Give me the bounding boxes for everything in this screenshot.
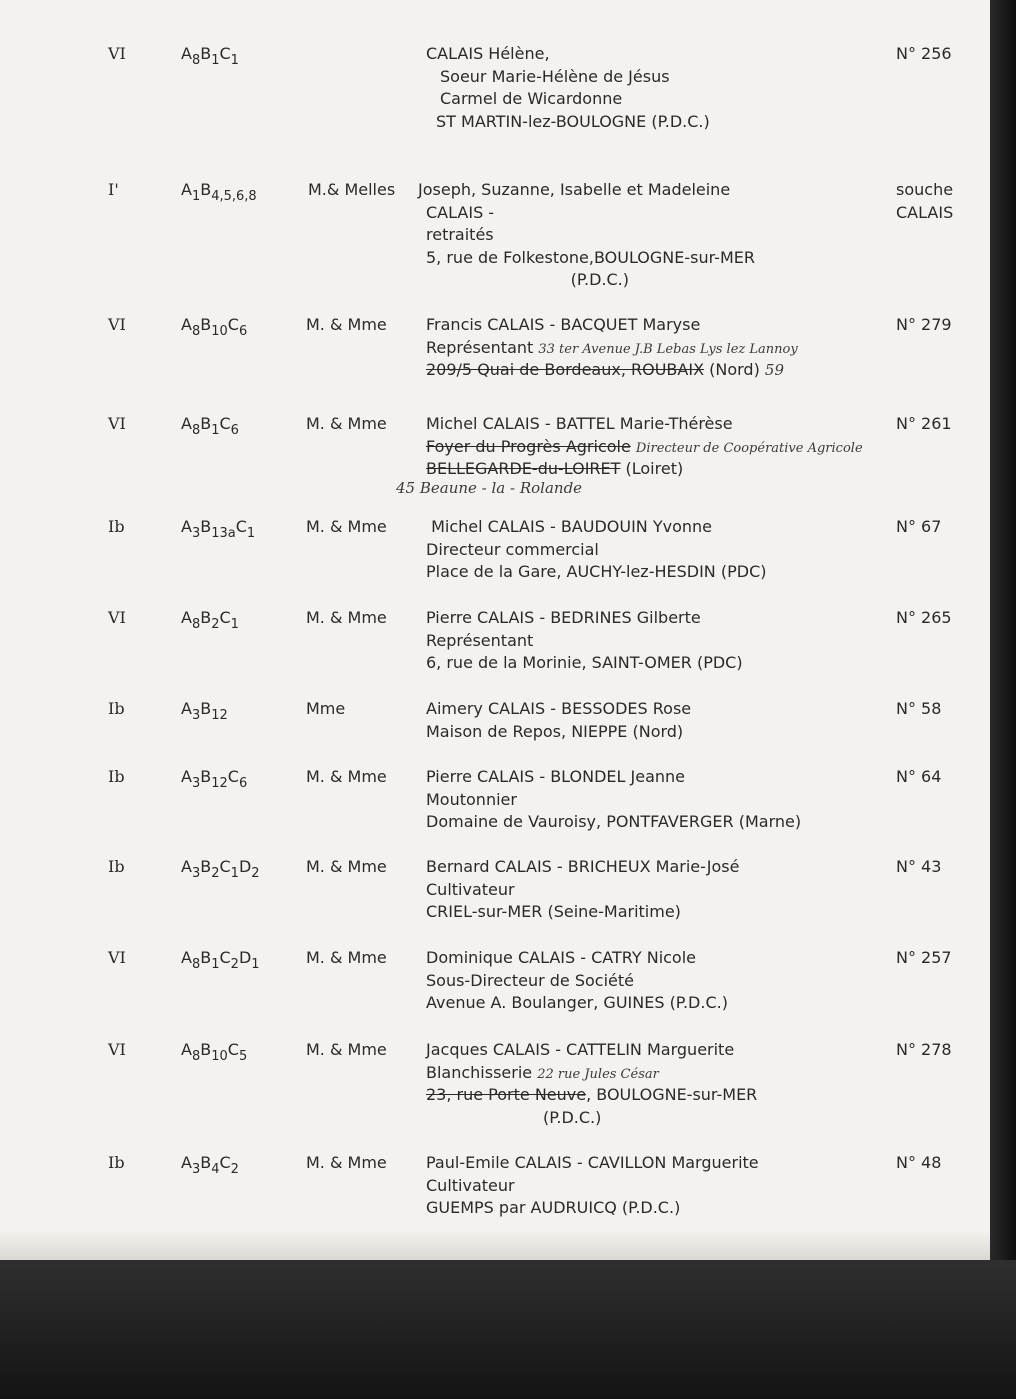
entry-number: N° 48 (896, 1153, 942, 1172)
entry-number: N° 43 (896, 857, 942, 876)
genealogy-code: $A_3B_2C_1D_2$ (181, 857, 260, 881)
group-label: VI (108, 315, 126, 334)
genealogy-code: $A_8B_1C_6$ (181, 414, 239, 438)
entry-number: N° 58 (896, 699, 942, 718)
entry-details: Bernard CALAIS - BRICHEUX Marie-José Cultivateur CRIEL-sur-MER (Seine-Maritime) (426, 857, 740, 921)
genealogy-code: $A_3B_4C_2$ (181, 1153, 239, 1177)
group-label: VI (108, 1040, 126, 1059)
handwritten-correction: 22 rue Jules César (537, 1066, 659, 1082)
entry-number: N° 261 (896, 414, 952, 433)
group-label: Ib (108, 699, 125, 718)
entry-number: N° 265 (896, 608, 952, 627)
civility: M. & Mme (306, 608, 387, 627)
entry-details: Pierre CALAIS - BEDRINES Gilberte Représentant 6, rue de la Morinie, SAINT-OMER (PDC) (426, 608, 743, 672)
entry-details: Dominique CALAIS - CATRY Nicole Sous-Directeur de Société Avenue A. Boulanger, GUINES (P.D.C.) (426, 948, 728, 1012)
group-label: Ib (108, 857, 125, 876)
civility: M. & Mme (306, 414, 387, 433)
civility: M. & Mme (306, 517, 387, 536)
group-label: I' (108, 180, 119, 199)
genealogy-code: $A_1B_{4,5,6,8}$ (181, 180, 257, 204)
entry-details: Joseph, Suzanne, Isabelle et Madeleine CALAIS - retraités 5, rue de Folkestone,BOULOGNE-sur-MER (P.D.C.) (418, 180, 755, 289)
civility: M. & Mme (306, 1153, 387, 1172)
scan-border-bottom (0, 1260, 1016, 1399)
struck-address: BELLEGARDE-du-LOIRET (426, 459, 621, 478)
genealogy-code: $A_3B_{13a}C_1$ (181, 517, 256, 541)
entry-number: souche CALAIS (896, 180, 954, 222)
handwritten-correction: 45 Beaune - la - Rolande (396, 479, 583, 497)
entry-details: Michel CALAIS - BATTEL Marie-Thérèse Foyer du Progrès Agricole Directeur de Coopérative Agricole BELLEGARDE-du-LOIRET (Loiret) (426, 414, 863, 478)
entry-number: N° 257 (896, 948, 952, 967)
struck-text: Foyer du Progrès Agricole (426, 436, 631, 456)
entry-number: N° 67 (896, 517, 942, 536)
entry-details: Paul-Emile CALAIS - CAVILLON Marguerite Cultivateur GUEMPS par AUDRUICQ (P.D.C.) (426, 1153, 759, 1217)
entry-details: CALAIS Hélène, Soeur Marie-Hélène de Jésus Carmel de Wicardonne ST MARTIN-lez-BOULOGNE (P.D.C.) (426, 44, 710, 131)
entry-details: Aimery CALAIS - BESSODES Rose Maison de Repos, NIEPPE (Nord) (426, 699, 692, 741)
genealogy-code: $A_3B_{12}C_6$ (181, 767, 248, 791)
scan-border-right (990, 0, 1016, 1260)
civility: M. & Mme (306, 315, 387, 334)
group-label: Ib (108, 1153, 125, 1172)
handwritten-note: 59 (764, 361, 784, 379)
entry-number: N° 64 (896, 767, 942, 786)
genealogy-code: $A_8B_1C_1$ (181, 44, 239, 68)
entry-number: N° 279 (896, 315, 952, 334)
group-label: VI (108, 948, 126, 967)
genealogy-code: $A_8B_2C_1$ (181, 608, 239, 632)
group-label: Ib (108, 517, 125, 536)
civility: M.& Melles (308, 180, 396, 199)
handwritten-correction: Directeur de Coopérative Agricole (635, 440, 863, 456)
entry-details: Michel CALAIS - BAUDOUIN Yvonne Directeur commercial Place de la Gare, AUCHY-lez-HESDIN (PDC) (426, 517, 767, 581)
entry-details: Jacques CALAIS - CATTELIN Marguerite Blanchisserie 22 rue Jules César 23, rue Porte Neuve, BOULOGNE-sur-MER (P.D.C.) (426, 1040, 758, 1127)
group-label: VI (108, 608, 126, 627)
civility: M. & Mme (306, 767, 387, 786)
struck-address: 209/5 Quai de Bordeaux, ROUBAIX (426, 360, 705, 379)
entry-number: N° 278 (896, 1040, 952, 1059)
entry-details: Francis CALAIS - BACQUET Maryse Représentant 33 ter Avenue J.B Lebas Lys lez Lannoy 209/5 Quai de Bordeaux, ROUBAIX (Nord) 59 (426, 315, 798, 379)
group-label: Ib (108, 767, 125, 786)
bleed-through (300, 150, 305, 168)
entry-number: N° 256 (896, 44, 952, 63)
genealogy-code: $A_8B_{10}C_6$ (181, 315, 248, 339)
group-label: VI (108, 414, 126, 433)
civility: M. & Mme (306, 1040, 387, 1059)
entry-details: Pierre CALAIS - BLONDEL Jeanne Moutonnier Domaine de Vauroisy, PONTFAVERGER (Marne) (426, 767, 802, 831)
civility: M. & Mme (306, 948, 387, 967)
struck-address: 23, rue Porte Neuve (426, 1085, 587, 1104)
genealogy-code: $A_3B_{12}$ (181, 699, 228, 723)
genealogy-code: $A_8B_{10}C_5$ (181, 1040, 248, 1064)
civility: Mme (306, 699, 346, 718)
civility: M. & Mme (306, 857, 387, 876)
group-label: VI (108, 44, 126, 63)
handwritten-correction: 33 ter Avenue J.B Lebas Lys lez Lannoy (538, 341, 798, 357)
genealogy-code: $A_8B_1C_2D_1$ (181, 948, 260, 972)
